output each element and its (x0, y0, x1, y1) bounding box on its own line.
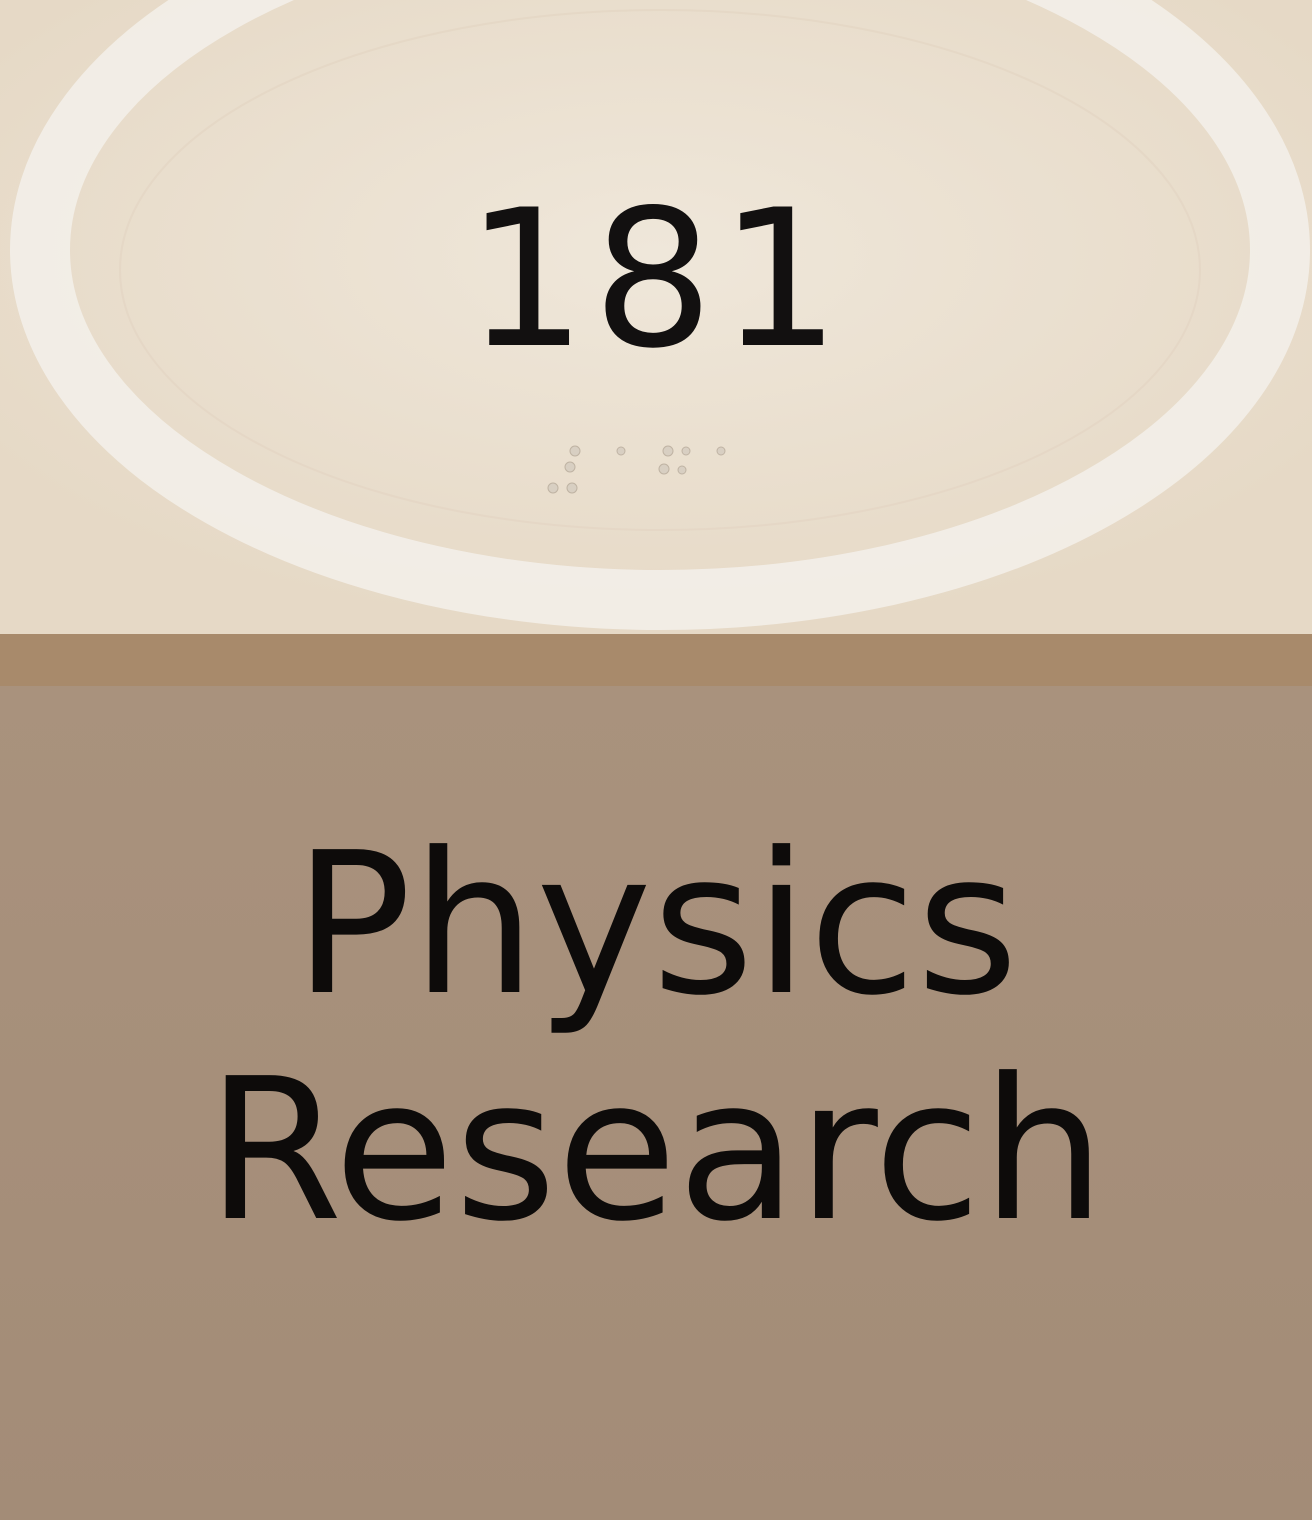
room-name-line-2: Research (206, 1037, 1106, 1265)
room-number-panel (0, 0, 1312, 634)
room-name-line-1: Physics (293, 811, 1019, 1039)
room-name (0, 812, 1312, 1264)
room-number: 181 (465, 169, 847, 390)
divider-strip (0, 634, 1312, 686)
room-name-panel (0, 686, 1312, 1520)
braille-dots-icon (540, 440, 740, 500)
